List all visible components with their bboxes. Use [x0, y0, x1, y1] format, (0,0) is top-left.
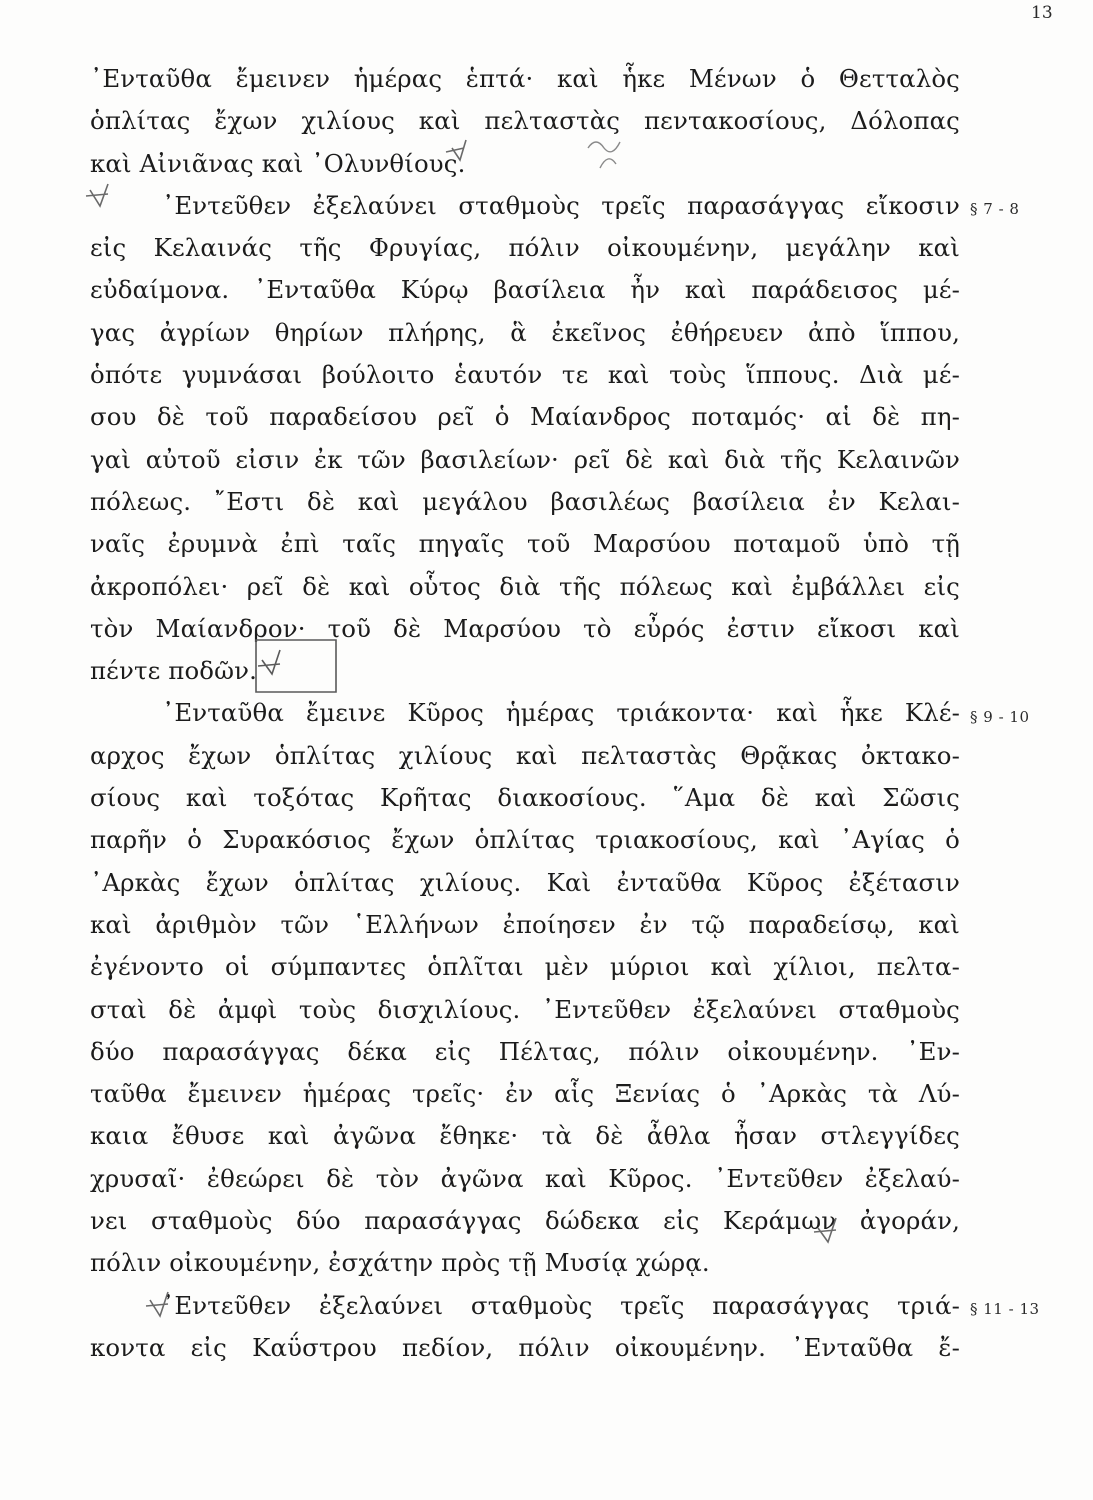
text-line-3: καὶ Αἰνιᾶνας καὶ ᾿Ολυνθίους. — [90, 148, 466, 178]
text-line-27: χρυσαῖ· ἐθεώρει δὲ τὸν ἀγῶνα καὶ Κῦρος. ᾿Εντεῦθεν ἐξελαύ- — [90, 1163, 960, 1193]
text-line-10: γαὶ αὐτοῦ εἰσιν ἐκ τῶν βασιλείων· ρεῖ δὲ καὶ διὰ τῆς Κελαινῶν — [90, 444, 960, 474]
text-line-7: γας ἀγρίων θηρίων πλήρης, ἃ ἐκεῖνος ἐθήρευεν ἀπὸ ἵππου, — [90, 317, 960, 347]
text-line-17: αρχος ἔχων ὁπλίτας χιλίους καὶ πελταστὰς Θρᾷκας ὀκτακο- — [90, 740, 960, 770]
text-line-19: παρῆν ὁ Συρακόσιος ἔχων ὁπλίτας τριακοσίους, καὶ ᾿Αγίας ὁ — [90, 825, 960, 855]
text-line-15: πέντε ποδῶν. — [90, 656, 258, 686]
section-ref-9-10: § 9 - 10 — [970, 708, 1030, 726]
text-line-1: ᾿Ενταῦθα ἔμεινεν ἡμέρας ἑπτά· καὶ ἧκε Μένων ὁ Θετταλὸς — [90, 64, 960, 93]
section-ref-7-8: § 7 - 8 — [970, 200, 1020, 218]
text-line-26: καια ἔθυσε καὶ ἀγῶνα ἔθηκε· τὰ δὲ ἆθλα ἦσαν στλεγγίδες — [90, 1121, 960, 1151]
text-line-11: πόλεως. ῎Εστι δὲ καὶ μεγάλου βασιλέως βασίλεια ἐν Κελαι- — [90, 486, 960, 516]
text-line-2: ὁπλίτας ἔχων χιλίους καὶ πελταστὰς πεντακοσίους, Δόλοπας — [90, 106, 960, 136]
text-line-23: σταὶ δὲ ἀμφὶ τοὺς δισχιλίους. ᾿Εντεῦθεν ἐξελαύνει σταθμοὺς — [90, 994, 960, 1024]
text-line-28: νει σταθμοὺς δύο παρασάγγας δώδεκα εἰς Κεράμων ἀγοράν, — [90, 1206, 960, 1236]
text-line-16: ᾿Ενταῦθα ἔμεινε Κῦρος ἡμέρας τριάκοντα· καὶ ἧκε Κλέ- — [162, 698, 960, 728]
text-line-24: δύο παρασάγγας δέκα εἰς Πέλτας, πόλιν οἰκουμένην. ᾿Εν- — [90, 1036, 960, 1066]
text-line-31: κοντα εἰς Καΰστρου πεδίον, πόλιν οἰκουμένην. ᾿Ενταῦθα ἔ- — [90, 1332, 960, 1362]
text-line-29: πόλιν οἰκουμένην, ἐσχάτην πρὸς τῇ Μυσίᾳ χώρᾳ. — [90, 1248, 710, 1278]
text-line-8: ὁπότε γυμνάσαι βούλοιτο ἑαυτόν τε καὶ τοὺς ἵππους. Διὰ μέ- — [90, 360, 960, 390]
text-line-14: τὸν Μαίανδρον· τοῦ δὲ Μαρσύου τὸ εὖρός ἐστιν εἴκοσι καὶ — [90, 613, 960, 643]
text-line-13: ἀκροπόλει· ρεῖ δὲ καὶ οὗτος διὰ τῆς πόλεως καὶ ἐμβάλλει εἰς — [90, 571, 960, 601]
text-line-9: σου δὲ τοῦ παραδείσου ρεῖ ὁ Μαίανδρος ποταμός· αἱ δὲ πη- — [90, 402, 960, 432]
main-text-block — [90, 58, 960, 1369]
text-line-4: ᾿Εντεῦθεν ἐξελαύνει σταθμοὺς τρεῖς παρασάγγας εἴκοσιν — [162, 190, 960, 220]
text-line-12: ναῖς ἐρυμνὰ ἐπὶ ταῖς πηγαῖς τοῦ Μαρσύου ποταμοῦ ὑπὸ τῇ — [90, 529, 960, 559]
text-line-30: ᾿Εντεῦθεν ἐξελαύνει σταθμοὺς τρεῖς παρασάγγας τριά- — [162, 1290, 960, 1320]
text-line-22: ἐγένοντο οἱ σύμπαντες ὁπλῖται μὲν μύριοι καὶ χίλιοι, πελτα- — [90, 952, 960, 982]
text-line-18: σίους καὶ τοξότας Κρῆτας διακοσίους. ῞Αμα δὲ καὶ Σῶσις — [90, 783, 960, 813]
text-line-20: ᾿Αρκὰς ἔχων ὁπλίτας χιλίους. Καὶ ἐνταῦθα Κῦρος ἐξέτασιν — [90, 867, 960, 897]
text-line-5: εἰς Κελαινάς τῆς Φρυγίας, πόλιν οἰκουμένην, μεγάλην καὶ — [90, 233, 960, 263]
page-number: 13 — [1031, 3, 1053, 23]
text-line-25: ταῦθα ἔμεινεν ἡμέρας τρεῖς· ἐν αἷς Ξενίας ὁ ᾿Αρκὰς τὰ Λύ- — [90, 1079, 960, 1109]
text-line-6: εὐδαίμονα. ᾿Ενταῦθα Κύρῳ βασίλεια ἦν καὶ παράδεισος μέ- — [90, 275, 960, 305]
section-ref-11-13: § 11 - 13 — [970, 1300, 1040, 1318]
text-line-21: καὶ ἀριθμὸν τῶν ῾Ελλήνων ἐποίησεν ἐν τῷ παραδείσῳ, καὶ — [90, 909, 960, 939]
